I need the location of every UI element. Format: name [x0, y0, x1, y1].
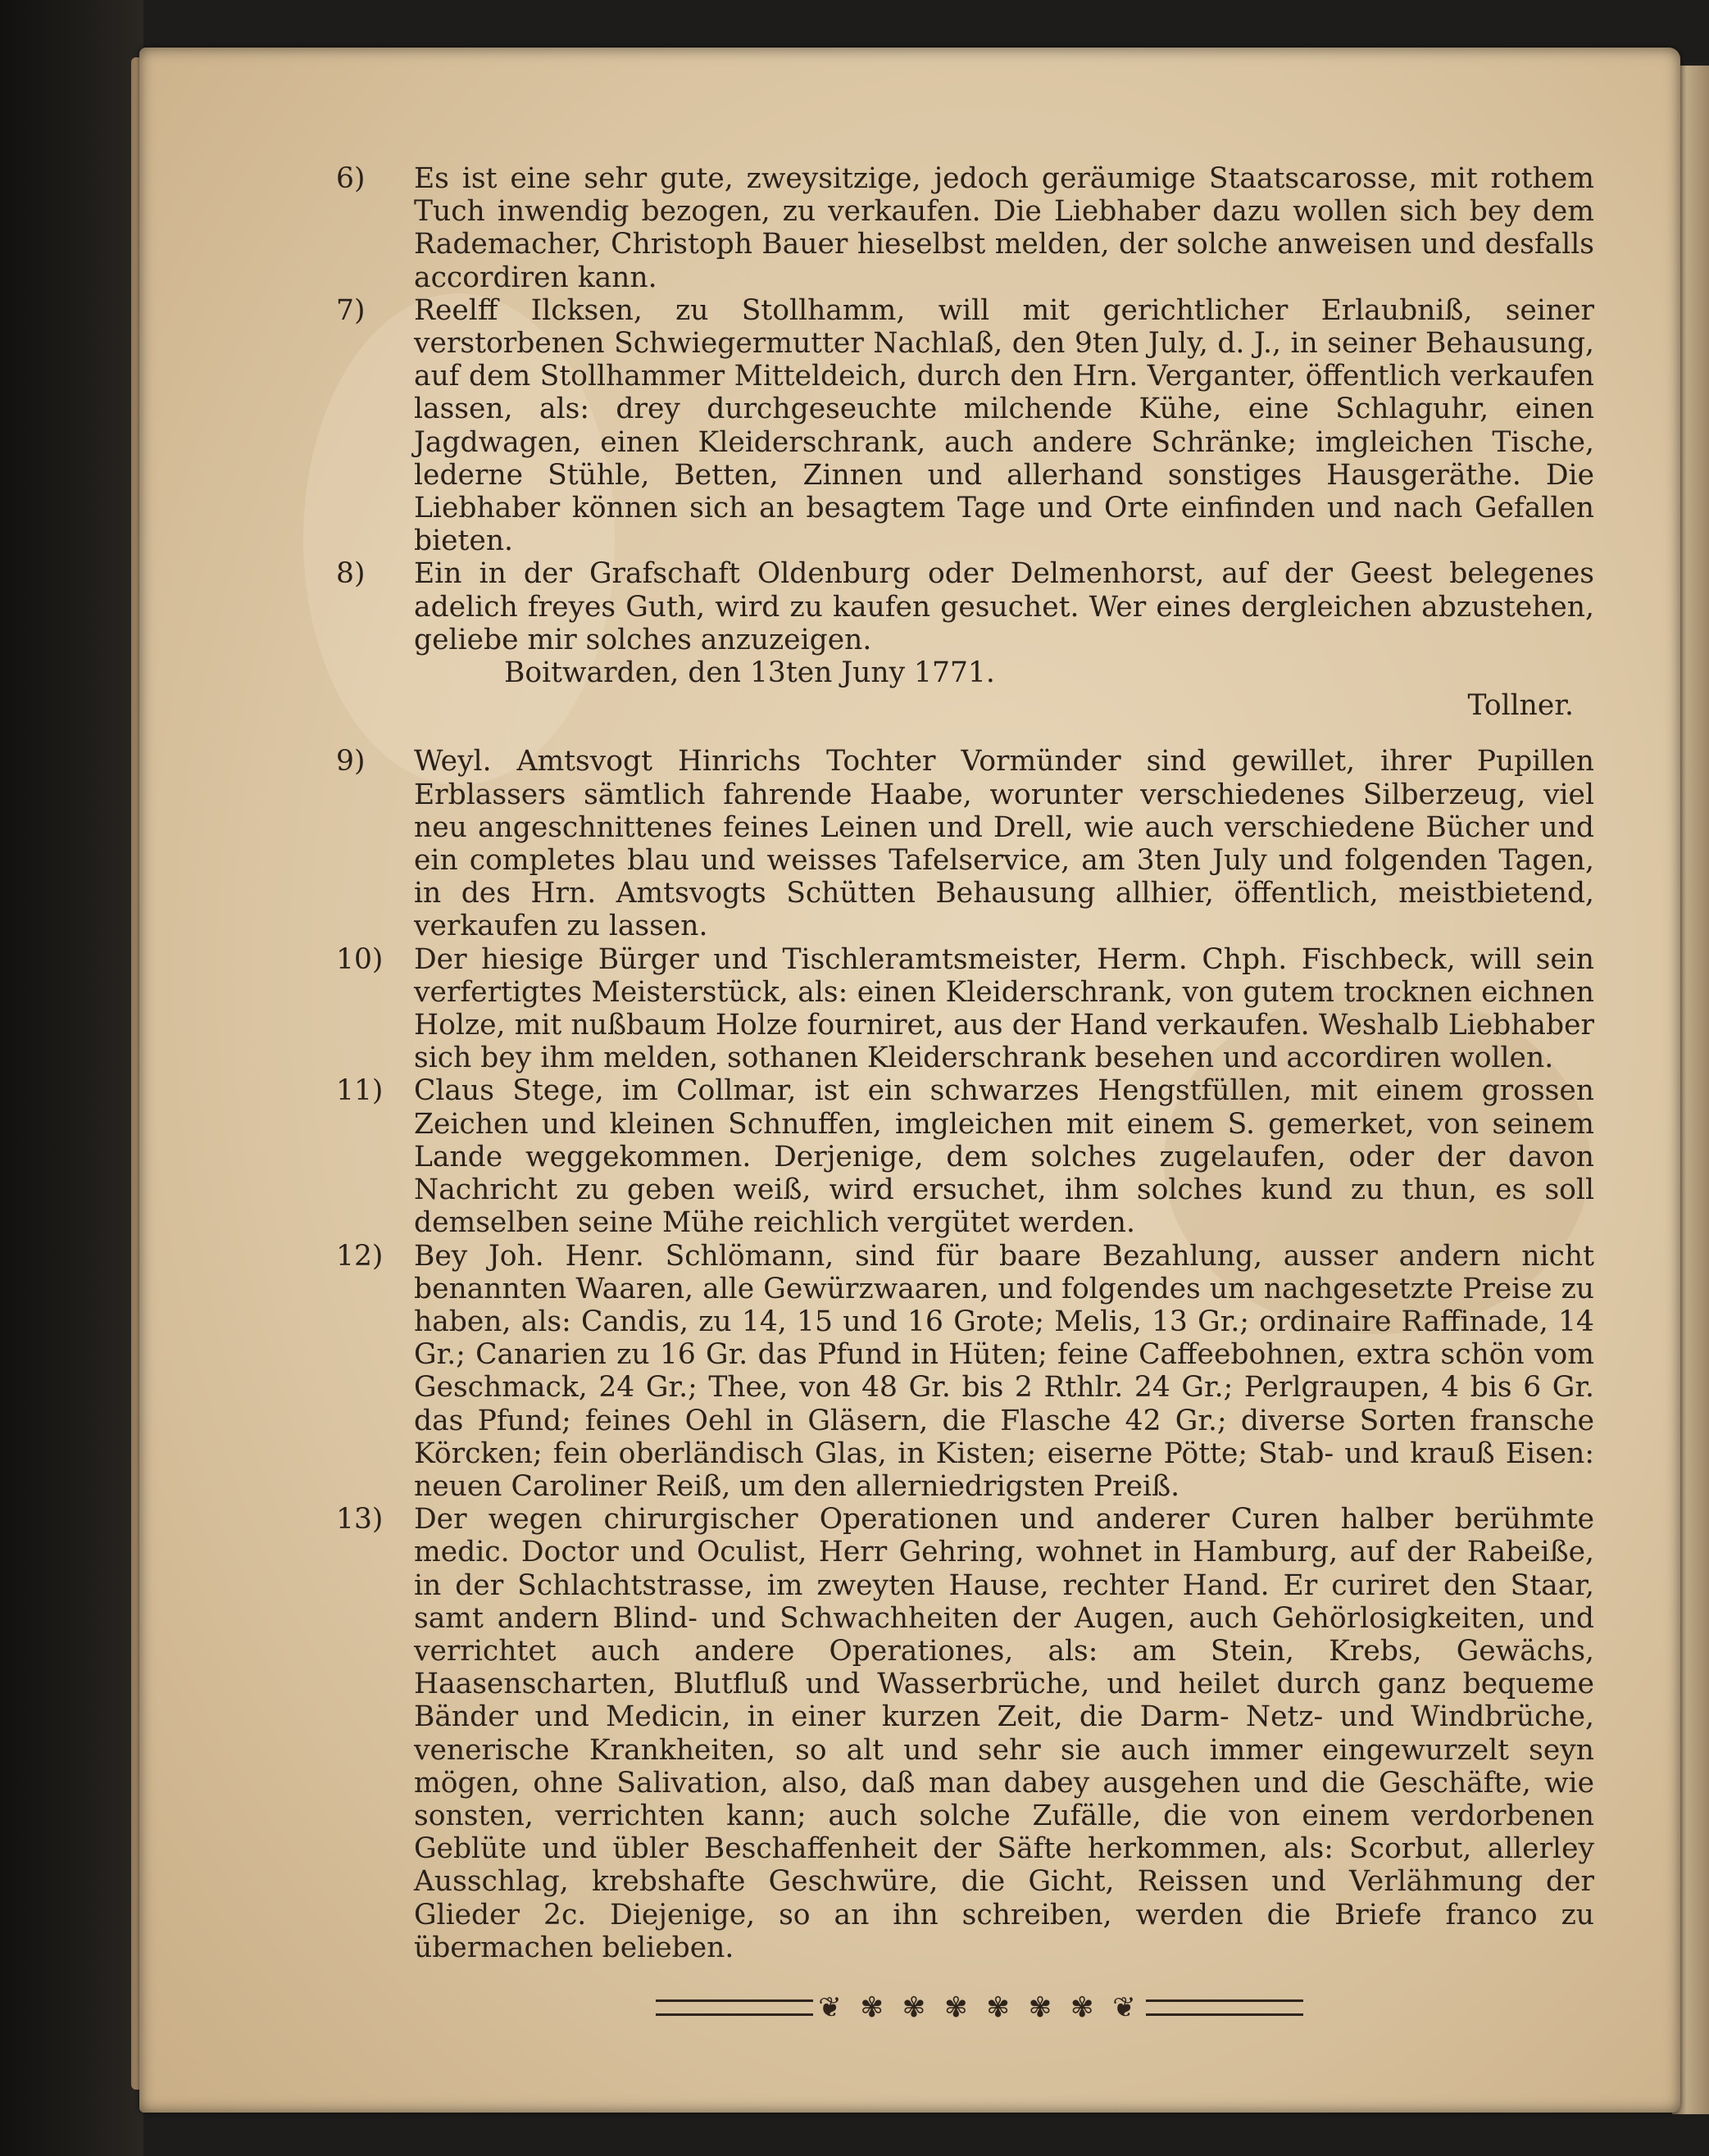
- notice-12: [336, 1239, 1594, 1504]
- signature: Tollner.: [1467, 689, 1574, 723]
- notice-text: Der hiesige Bürger und Tischleramtsmeister, Herm. Chph. Fischbeck, will sein verfertigtes Meisterstück, als: einen Kleiderschrank, von gutem trocknen eichnen Holze, mit nußbaum Holze fourniret, aus der Hand verkaufen. Weshalb Liebhaber sich bey ihm melden, sothanen Kleiderschrank besehen und accordiren wollen.: [414, 942, 1594, 1075]
- ornament-rule: [1146, 1999, 1303, 2016]
- notice-13: [336, 1503, 1594, 1964]
- notice-text: Der wegen chirurgischer Operationen und anderer Curen halber berühmte medic. Doctor und Oculist, Herr Gehring, wohnet in Hamburg, auf der Rabeiße, in der Schlachtstrasse, im zweyten Hause, rechter Hand. Er curiret den Staar, samt andern Blind- und Schwachheiten der Augen, auch Gehörlosigkeiten, und verrichtet auch andere Operationes, als: am Stein, Krebs, Gewächs, Haasenscharten, Blutfluß und Wasserbrüche, und heilet durch ganz bequeme Bänder und Medicin, in einer kurzen Zeit, die Darm- Netz- und Windbrüche, venerische Krankheiten, so alt und sehr sie auch immer eingewurzelt seyn mögen, ohne Salivation, also, daß man dabey ausgehen und die Geschäfte, wie sonsten, verrichten kann; auch solche Zufälle, die von einem verdorbenen Geblüte und übler Beschaffenheit der Säfte herkommen, als: Scorbut, allerley Ausschlag, krebshafte Geschwüre, die Gicht, Reissen und Verlähmung der Glieder 2c. Diejenige, so an ihn schreiben, werden die Briefe franco zu übermachen belieben.: [414, 1503, 1594, 1964]
- decorative-border-with-shells: [656, 1987, 1303, 2028]
- notice-text: Ein in der Grafschaft Oldenburg oder Delmenhorst, auf der Geest belegenes adelich freyes Guth, wird zu kaufen gesuchet. Wer eines dergleichen abzustehen, geliebe mir solches anzuzeigen.: [414, 557, 1594, 656]
- place-date: Boitwarden, den 13ten Juny 1771.: [504, 656, 995, 690]
- document-body: [336, 162, 1594, 1964]
- notice-number: 7): [336, 293, 366, 327]
- notice-number: 13): [336, 1503, 384, 1536]
- notice-number: 11): [336, 1074, 384, 1108]
- notice-text: Bey Joh. Henr. Schlömann, sind für baare Bezahlung, ausser andern nicht benannten Waaren, alle Gewürzwaaren, und folgendes um nachgesetzte Preise zu haben, als: Candis, zu 14, 15 und 16 Grote; Melis, 13 Gr.; ordinaire Raffinade, 14 Gr.; Canarien zu 16 Gr. das Pfund in Hüten; feine Caffeebohnen, extra schön vom Geschmack, 24 Gr.; Thee, von 48 Gr. bis 2 Rthlr. 24 Gr.; Perlgraupen, 4 bis 6 Gr. das Pfund; feines Oehl in Gläsern, die Flasche 42 Gr.; diverse Sorten fransche Körcken; fein oberländisch Glas, in Kisten; eiserne Pötte; Stab- und krauß Eisen: neuen Caroliner Reiß, um den allerniedrigsten Preiß.: [414, 1239, 1594, 1503]
- notice-7: [336, 293, 1594, 558]
- ornament-rule: [656, 1999, 813, 2016]
- notice-8: [336, 557, 1594, 723]
- notice-number: 6): [336, 162, 366, 195]
- book-spine-shadow: [0, 0, 143, 2156]
- notice-text: Reelff Ilcksen, zu Stollhamm, will mit gerichtlicher Erlaubniß, seiner verstorbenen Schwiegermutter Nachlaß, den 9ten July, d. J., in seiner Behausung, auf dem Stollhammer Mitteldeich, durch den Hrn. Verganter, öffentlich verkaufen lassen, als: drey durchgeseuchte milchende Kühe, eine Schlaguhr, einen Jagdwagen, einen Kleiderschrank, auch andere Schränke; imgleichen Tische, lederne Stühle, Betten, Zinnen und allerhand sonstiges Hausgeräthe. Die Liebhaber können sich an besagtem Tage und Orte einfinden und nach Gefallen bieten.: [414, 293, 1594, 558]
- notice-number: 10): [336, 942, 384, 976]
- notice-text: Es ist eine sehr gute, zweysitzige, jedoch geräumige Staatscarosse, mit rothem Tuch inwendig bezogen, zu verkaufen. Die Liebhaber dazu wollen sich bey dem Rademacher, Christoph Bauer hieselbst melden, der solche anweisen und desfalls accordiren kann.: [414, 162, 1594, 294]
- notice-6: [336, 162, 1594, 294]
- notice-9: [336, 745, 1594, 943]
- notice-text: Claus Stege, im Collmar, ist ein schwarzes Hengstfüllen, mit einem grossen Zeichen und kleinen Schnuffen, imgleichen mit einem S. gemerket, von seinem Lande weggekommen. Derjenige, dem solches zugelaufen, oder der davon Nachricht zu geben weiß, wird ersuchet, ihm solches kund zu thun, es soll demselben seine Mühe reichlich vergütet werden.: [414, 1074, 1594, 1240]
- notice-11: [336, 1074, 1594, 1240]
- notice-number: 9): [336, 745, 366, 778]
- notice-number: 8): [336, 557, 366, 591]
- notice-text: Weyl. Amtsvogt Hinrichs Tochter Vormünder sind gewillet, ihrer Pupillen Erblassers sämtlich fahrende Haabe, worunter verschiedenes Silberzeug, viel neu angeschnittenes feines Leinen und Drell, wie auch verschiedene Bücher und ein completes blau und weisses Tafelservice, am 3ten July und folgenden Tagen, in des Hrn. Amtsvogts Schütten Behausung allhier, öffentlich, meistbietend, verkaufen zu lassen.: [414, 745, 1594, 943]
- notice-number: 12): [336, 1239, 384, 1273]
- shell-ornament-icon: ❦ ✾ ✾ ✾ ✾ ✾ ✾ ❦: [818, 1991, 1141, 2024]
- notice-10: [336, 942, 1594, 1075]
